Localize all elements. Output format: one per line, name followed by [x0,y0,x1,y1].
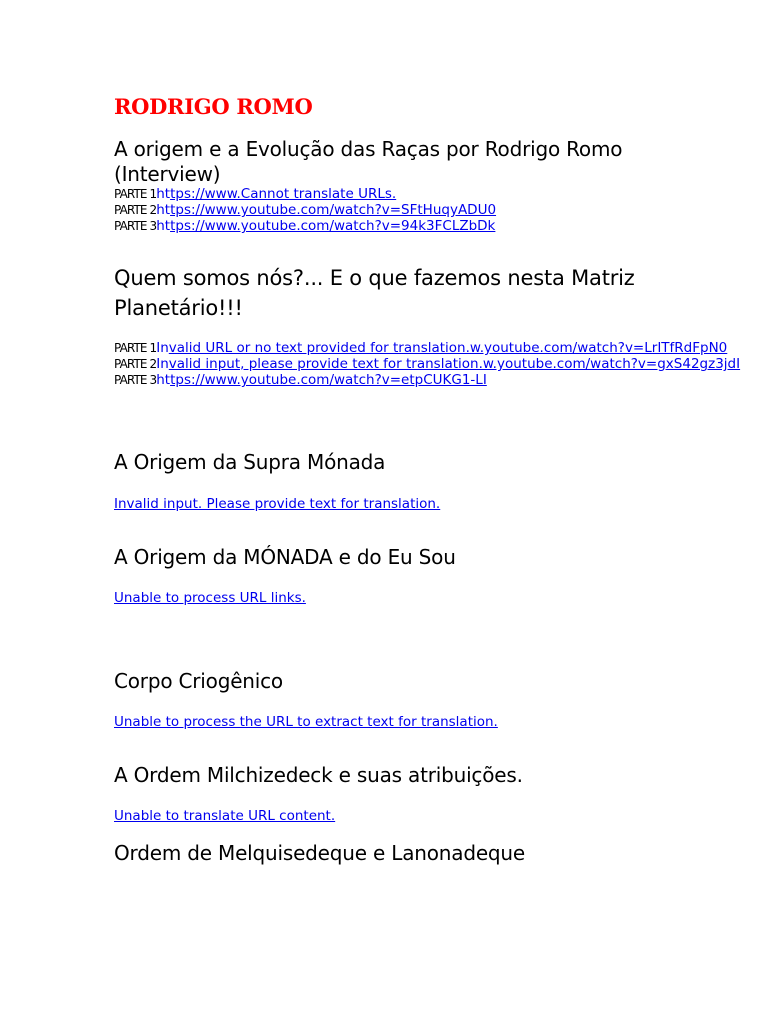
part-label: PARTE 3 [114,219,157,233]
link-prefix[interactable]: In [156,356,169,372]
part-line [114,218,512,234]
video-link[interactable]: tps://www.youtube.com/watch?v=SFtHuqyADU0 [170,202,497,218]
section-title-line: Quem somos nós?... E o que fazemos nesta Matriz [114,266,635,290]
section-link[interactable]: Unable to process URL links. [114,590,306,606]
author-name: RODRIGO ROMO [114,94,313,119]
section-title-ordem-milchizedeck: A Ordem Milchizedeck e suas atribuições. [114,763,523,787]
part-line [114,372,506,388]
section-link[interactable]: Unable to process the URL to extract text for translation. [114,714,498,730]
link-prefix[interactable]: ht [156,202,171,218]
part-label: PARTE 1 [114,341,157,355]
section-title-line: Planetário!!! [114,296,243,320]
section-title-corpo-criogenico: Corpo Criogênico [114,669,283,693]
video-link[interactable]: tps://www.youtube.com/watch?v=94k3FCLZbDk [170,218,496,234]
part-label: PARTE 3 [114,373,157,387]
video-link[interactable]: valid URL or no text provided for translation.w.youtube.com/watch?v=LrITfRdFpN0 [168,340,728,356]
link-prefix[interactable]: ht [156,372,171,388]
video-link[interactable]: valid input, please provide text for translation.w.youtube.com/watch?v=gxS42gz3jdI [168,356,741,372]
link-prefix[interactable]: ht [156,186,171,202]
part-line [114,356,740,372]
video-link[interactable]: tps://www.youtube.com/watch?v=etpCUKG1-LI [170,372,487,388]
part-label: PARTE 2 [114,357,157,371]
part-label: PARTE 2 [114,203,157,217]
section-title-line: (Interview) [114,162,221,186]
video-link[interactable]: tps://www.Cannot translate URLs. [170,186,397,202]
part-line [114,340,727,356]
part-line [114,186,504,202]
section-link[interactable]: Invalid input. Please provide text for translation. [114,496,441,512]
section-title-melquisedeque: Ordem de Melquisedeque e Lanonadeque [114,841,525,865]
section-title-quem-somos [114,263,635,323]
section-title-origem-evolucao [114,137,622,187]
section-title-supra-monada: A Origem da Supra Mónada [114,450,386,474]
part-line [114,202,514,218]
section-title-monada-eu-sou: A Origem da MÓNADA e do Eu Sou [114,545,456,569]
part-label: PARTE 1 [114,187,157,201]
link-prefix[interactable]: ht [156,218,171,234]
link-prefix[interactable]: In [156,340,169,356]
section-title-line: A origem e a Evolução das Raças por Rodrigo Romo [114,137,623,161]
section-link[interactable]: Unable to translate URL content. [114,808,336,824]
